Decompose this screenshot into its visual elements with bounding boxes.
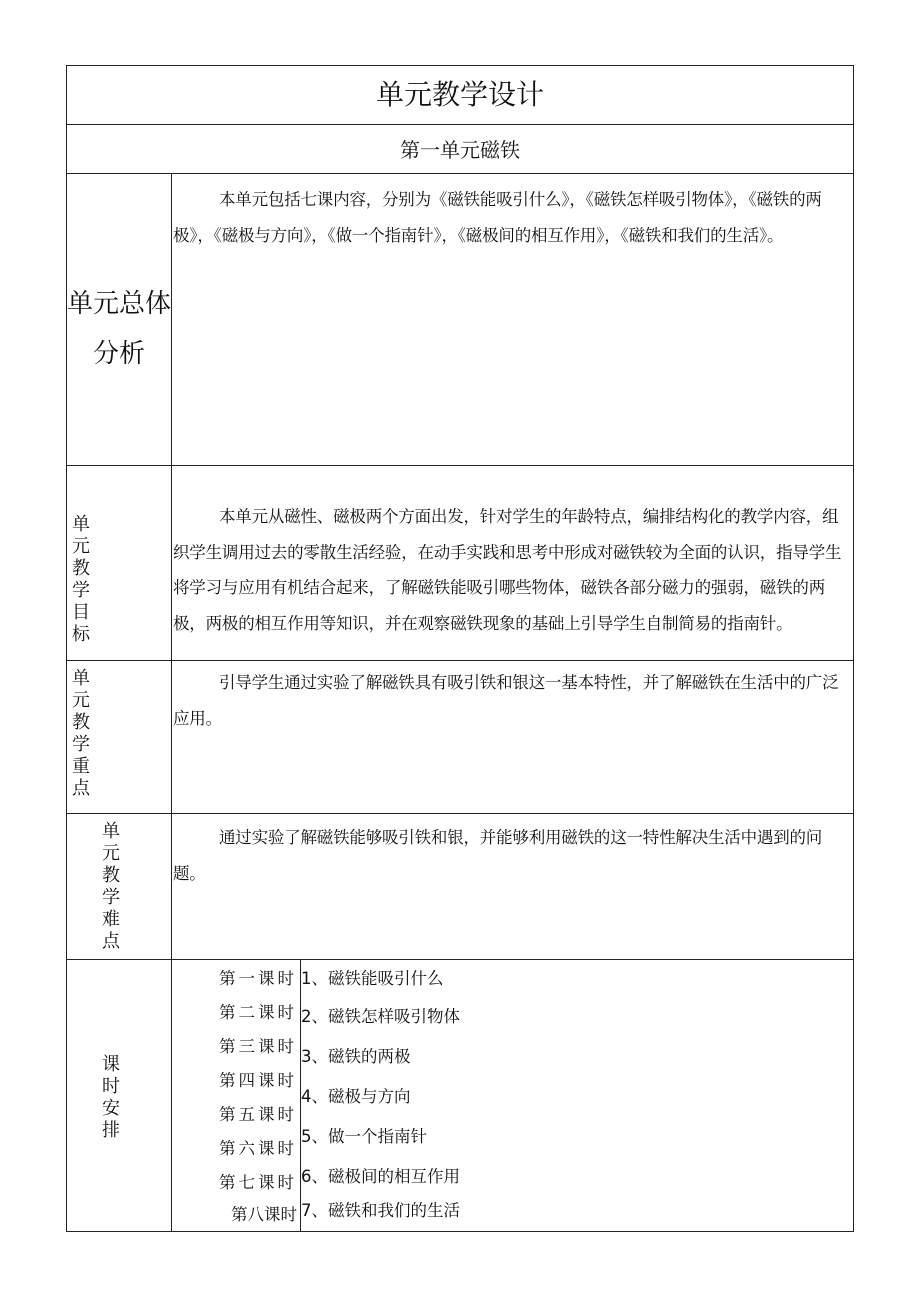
unit-name: 第一单元磁铁 [400,138,520,162]
schedule-label: 课时安排 [102,1054,120,1141]
lesson-title: 6、磁极间的相互作用 [301,1167,460,1186]
lesson-title: 3、磁铁的两极 [301,1047,411,1066]
difficulties-row [67,814,853,960]
title-row [67,66,853,125]
lesson-title: 5、做一个指南针 [301,1127,427,1146]
key-points-label: 单元教学重点 [72,668,90,799]
overview-text: 本单元包括七课内容，分别为《磁铁能吸引什么》，《磁铁怎样吸引物体》，《磁铁的两极》，《磁极与方向》，《做一个指南针》，《磁极间的相互作用》，《磁铁和我们的生活》。 [173,190,822,245]
lesson-row [171,1030,853,1064]
difficulties-text: 通过实验了解磁铁能够吸引铁和银，并能够利用磁铁的这一特性解决生活中遇到的问题。 [173,828,823,883]
lesson-period: 第四课时 [219,1071,297,1090]
overview-row [67,174,853,466]
lesson-period: 第六课时 [219,1139,297,1158]
lesson-title: 2、磁铁怎样吸引物体 [301,1007,460,1026]
document-title: 单元教学设计 [375,78,544,111]
unit-row [67,125,853,174]
lesson-row [171,1098,853,1146]
lesson-period: 第二课时 [219,1003,297,1022]
lesson-row [171,1166,853,1200]
overview-label-line2: 分析 [92,339,145,369]
key-points-text: 引导学生通过实验了解磁铁具有吸引铁和银这一基本特性，并了解磁铁在生活中的广泛应用。 [173,673,839,728]
lesson-period: 第三课时 [219,1037,297,1056]
lesson-period: 第五课时 [219,1105,297,1124]
lesson-title: 4、磁极与方向 [301,1087,411,1106]
goals-row [67,466,853,661]
lesson-period: 第一课时 [219,969,297,988]
lesson-row [171,996,853,1030]
goals-label: 单元教学目标 [72,514,90,645]
lesson-plan-table [66,65,854,1232]
goals-text: 本单元从磁性、磁极两个方面出发，针对学生的年龄特点，编排结构化的教学内容，组织学生调用过去的零散生活经验，在动手实践和思考中形成对磁铁较为全面的认识，指导学生将学习与应用有机结合起来，了解磁铁能吸引哪些物体，磁铁各部分磁力的强弱，磁铁的两极，两极的相互作用等知识，并在观察磁铁现象的基础上引导学生自制简易的指南针。 [173,507,842,633]
lesson-title: 1、磁铁能吸引什么 [301,969,444,988]
lesson-row [171,1064,853,1106]
lesson-title: 7、磁铁和我们的生活 [301,1201,460,1220]
overview-label [67,174,171,465]
overview-label-line1: 单元总体 [67,289,172,319]
lesson-row [171,1198,853,1232]
key-points-row [67,661,853,814]
lesson-period: 第八课时 [231,1205,297,1224]
difficulties-label: 单元教学难点 [102,821,120,952]
schedule-row [67,960,853,1231]
lesson-period: 第七课时 [219,1173,297,1192]
lesson-row [171,962,853,996]
